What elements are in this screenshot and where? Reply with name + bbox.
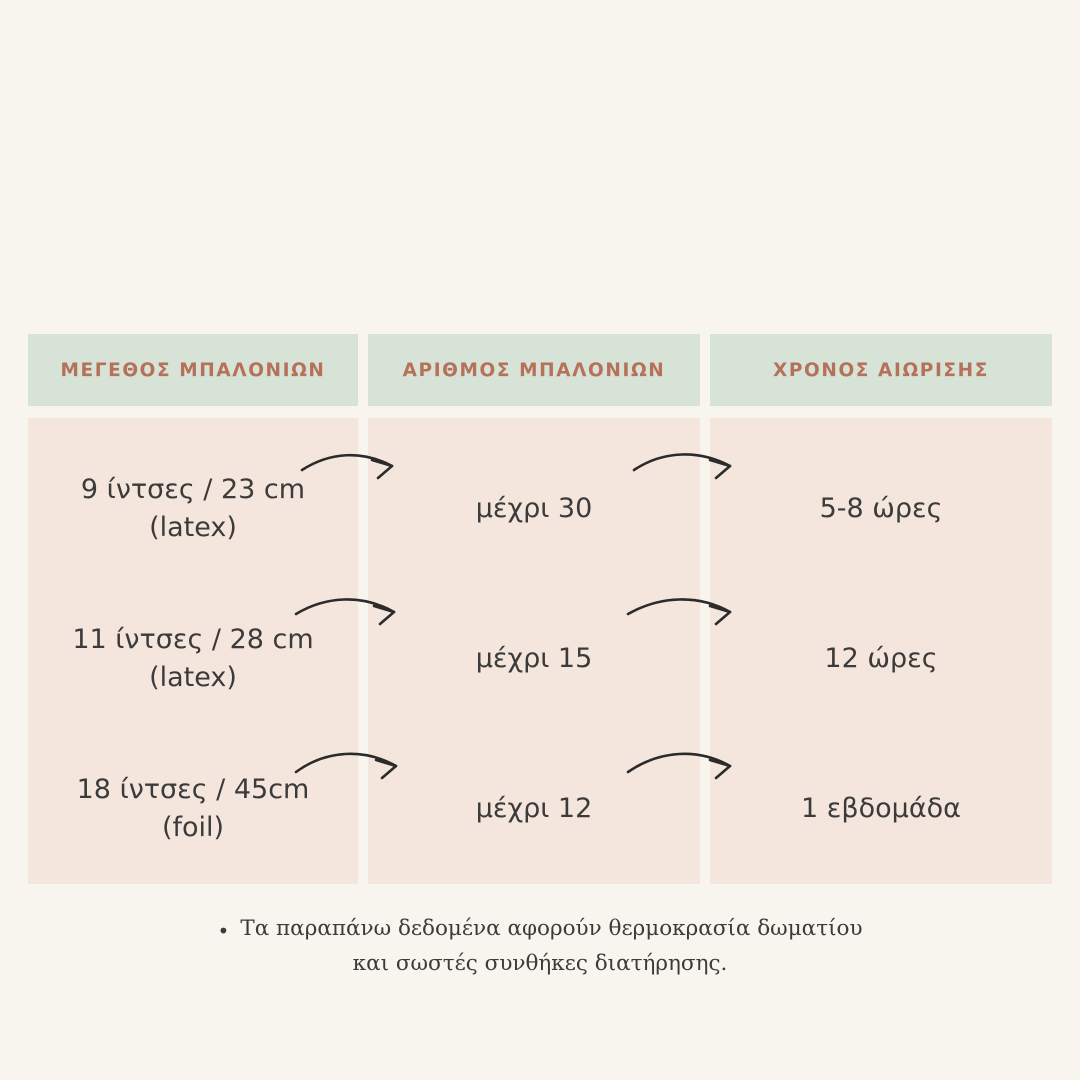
cell-time-row2: 12 ώρες (824, 642, 938, 674)
cell-time-row1: 5-8 ώρες (819, 492, 943, 524)
cell-count-row3: μέχρι 12 (475, 792, 593, 824)
table-row (710, 584, 1052, 734)
bullet-icon: • (217, 918, 230, 943)
cell-count-row1: μέχρι 30 (475, 492, 593, 524)
table-header-label-time: ΧΡΟΝΟΣ ΑΙΩΡΙΣΗΣ (773, 359, 989, 381)
cell-size-row3: 18 ίντσες / 45cm (foil) (76, 773, 310, 843)
table-column-time (710, 418, 1052, 884)
footnote-line-1: Τα παραπάνω δεδομένα αφορούν θερμοκρασία δωματίου (240, 916, 863, 941)
table-header-label-size: ΜΕΓΕΘΟΣ ΜΠΑΛΟΝΙΩΝ (60, 359, 326, 381)
table-header-cell-count (368, 334, 700, 406)
table-row (368, 584, 700, 734)
table-row (368, 434, 700, 584)
cell-count-row2: μέχρι 15 (475, 642, 593, 674)
table-body (28, 418, 1052, 884)
table-header-label-count: ΑΡΙΘΜΟΣ ΜΠΑΛΟΝΙΩΝ (402, 359, 666, 381)
table-row (28, 734, 358, 884)
table-row (28, 434, 358, 584)
table-header-cell-size (28, 334, 358, 406)
table-row (28, 584, 358, 734)
cell-time-row3: 1 εβδομάδα (801, 792, 961, 824)
table-column-count (368, 418, 700, 884)
table-row (710, 734, 1052, 884)
table-column-size (28, 418, 358, 884)
cell-size-row1: 9 ίντσες / 23 cm (latex) (80, 473, 306, 543)
footnote-line-2: και σωστές συνθήκες διατήρησης. (352, 951, 728, 977)
table-row (710, 434, 1052, 584)
table-header-cell-time (710, 334, 1052, 406)
balloon-float-time-table (28, 334, 1052, 884)
table-row (368, 734, 700, 884)
footnote (0, 912, 1080, 981)
cell-size-row2: 11 ίντσες / 28 cm (latex) (72, 623, 314, 693)
table-header-row (28, 334, 1052, 406)
